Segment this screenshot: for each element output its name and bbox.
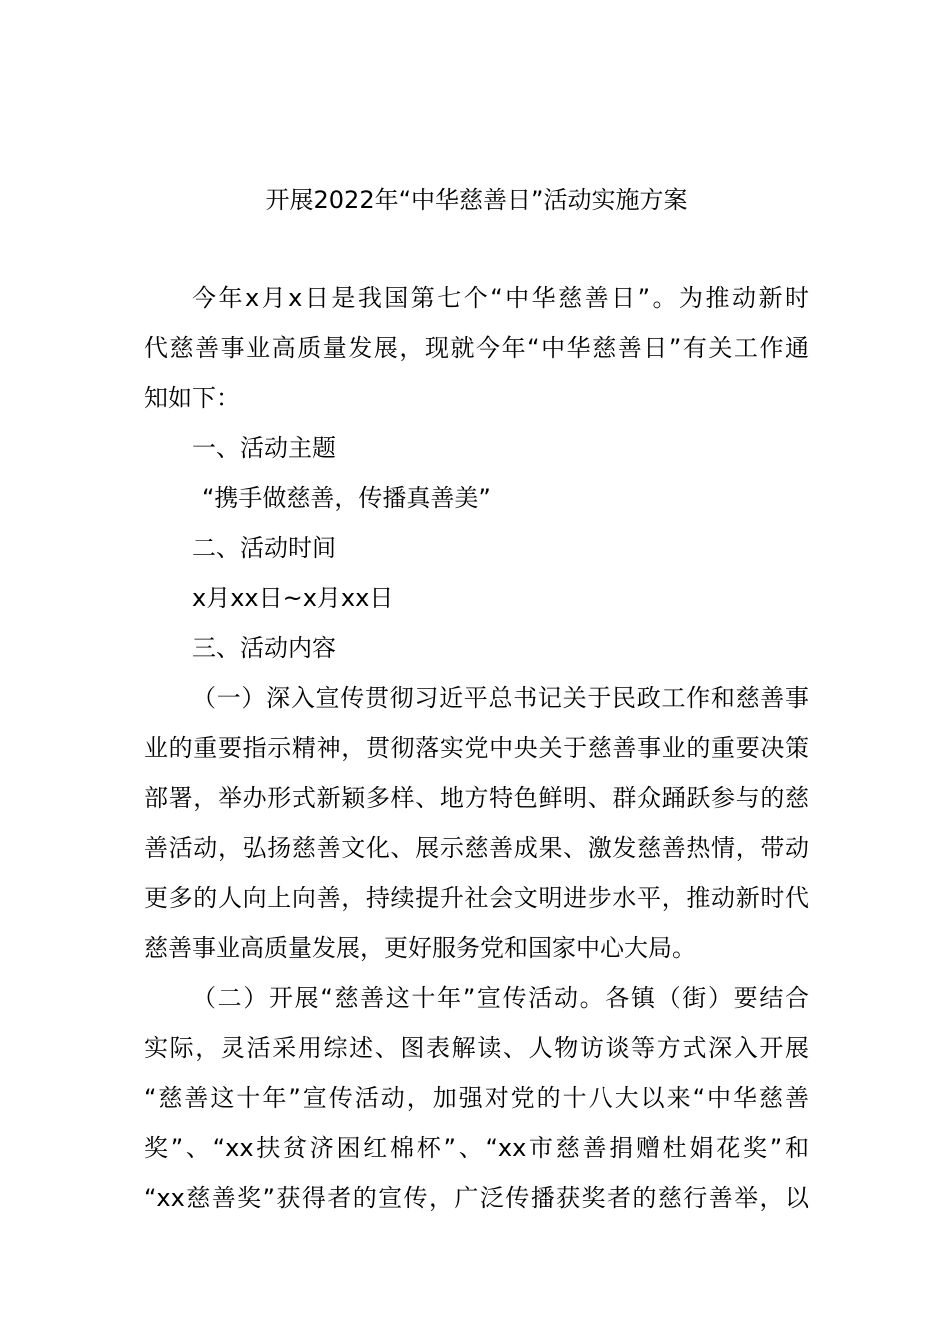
paragraph-line: 部署，举办形式新颖多样、地方特色鲜明、群众踊跃参与的慈 [144, 784, 809, 812]
paragraph-line: 业的重要指示精神，贯彻落实党中央关于慈善事业的重要决策 [144, 734, 809, 762]
section-heading-content: 三、活动内容 [192, 634, 336, 662]
paragraph-line: 善活动，弘扬慈善文化、展示慈善成果、激发慈善热情，带动 [144, 834, 809, 862]
paragraph-line: 知如下： [144, 384, 240, 412]
paragraph-line: 慈善事业高质量发展，更好服务党和国家中心大局。 [144, 934, 696, 962]
paragraph-line: （二）开展“慈善这十年”宣传活动。各镇（街）要结合 [192, 984, 809, 1012]
theme-text: “携手做慈善，传播真善美” [202, 484, 491, 512]
document-title: 开展2022年“中华慈善日”活动实施方案 [265, 186, 688, 214]
paragraph-line: 实际，灵活采用综述、图表解读、人物访谈等方式深入开展 [144, 1034, 809, 1062]
paragraph-line: “xx慈善奖”获得者的宣传，广泛传播获奖者的慈行善举，以 [144, 1184, 809, 1212]
paragraph-line: 更多的人向上向善，持续提升社会文明进步水平，推动新时代 [144, 884, 809, 912]
paragraph-line: 代慈善事业高质量发展，现就今年“中华慈善日”有关工作通 [144, 334, 809, 362]
paragraph-line: “慈善这十年”宣传活动，加强对党的十八大以来“中华慈善 [144, 1084, 809, 1112]
paragraph-line: 今年x月x日是我国第七个“中华慈善日”。为推动新时 [192, 284, 809, 312]
section-heading-time: 二、活动时间 [192, 534, 336, 562]
paragraph-line: （一）深入宣传贯彻习近平总书记关于民政工作和慈善事 [192, 684, 809, 712]
section-heading-theme: 一、活动主题 [192, 434, 336, 462]
document-page [144, 0, 809, 1344]
time-text: x月xx日~x月xx日 [192, 584, 394, 612]
paragraph-line: 奖”、“xx扶贫济困红棉杯”、“xx市慈善捐赠杜娟花奖”和 [144, 1134, 809, 1162]
